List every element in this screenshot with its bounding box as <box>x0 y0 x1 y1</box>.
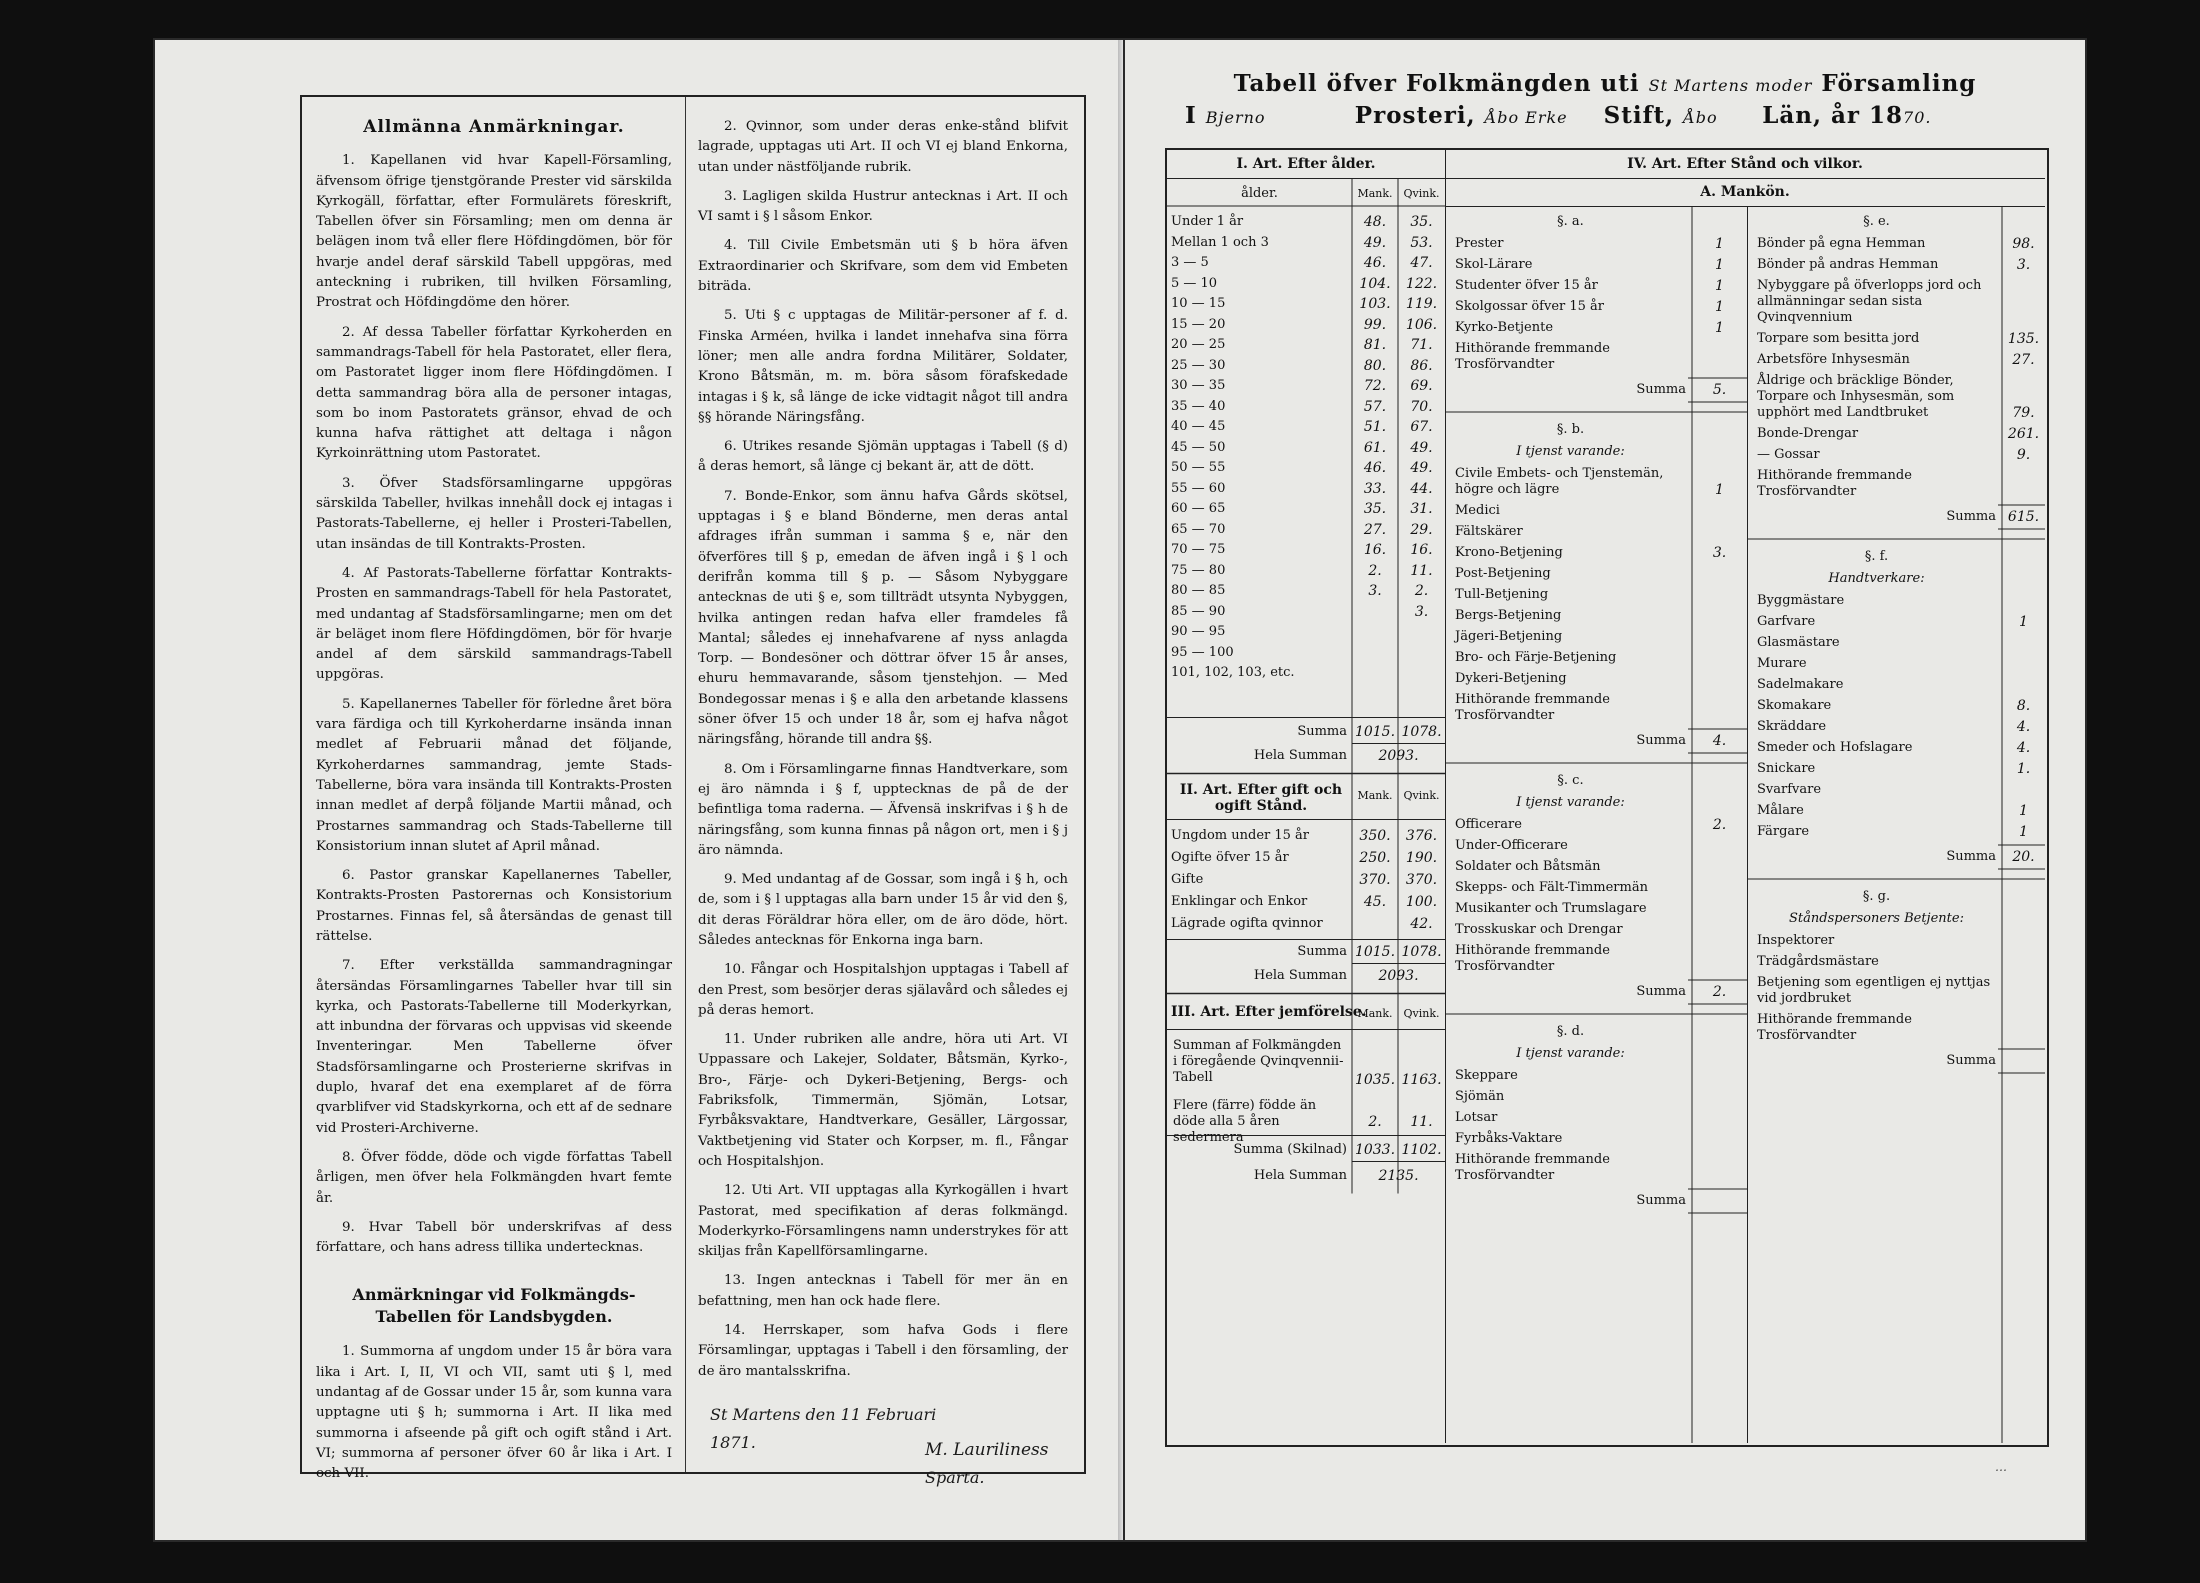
art1-age-label: 75 — 80 <box>1171 562 1226 578</box>
art1-age-label: 10 — 15 <box>1171 296 1226 311</box>
section-e-row-value: 9. <box>2016 447 2031 463</box>
rural-remark-cont-9: 10. Fångar och Hospitalshjon upptagas i Tabell af den Prest, som besörjer deras själavård och således ej på deras hemort. <box>698 962 1068 1018</box>
general-remark-1: 1. Kapellanen vid hvar Kapell-Församling, äfvensom öfrige tjenstgörande Prester vid särskilda Kyrkogäll, författar, efter Formulärets föreskrift, Tabellen öfver sin Församling; men om denna är belägen inom två eller flere Höfdingdömen, bör för hvarje andel deraf särskild Tabell uppgöras, med anteckning i rubriken, till hvilken Församling, Prostrat och Höfdingdöme den hörer. <box>316 153 672 311</box>
art1-heading: I. Art. Efter ålder. <box>1236 156 1376 172</box>
section-b-row-label: Fältskärer <box>1455 524 1523 539</box>
section-a-title: §. a. <box>1557 214 1584 229</box>
section-d-summa-label: Summa <box>1636 1193 1686 1208</box>
section-f-row-label: Glasmästare <box>1757 635 1840 650</box>
section-e-row-label: Arbetsföre Inhysesmän <box>1757 352 1910 367</box>
art1-qvink-value: 3. <box>1414 603 1429 620</box>
section-f-row-value: 8. <box>2016 698 2031 714</box>
art1-mank-value: 46. <box>1363 460 1387 476</box>
art3-row1-label: Summan af Folkmängden i föregående Qvinqvennii-Tabell <box>1173 1037 1344 1085</box>
section-f-row-label: Målare <box>1757 803 1804 818</box>
rural-remark-cont-2: 3. Lagligen skilda Hustrur antecknas i Art. II och VI samt i § l såsom Enkor. <box>698 188 1068 225</box>
section-d-row-label: Hithörande fremmande Trosförvandter <box>1455 1152 1610 1183</box>
section-f-row-value: 1 <box>2019 614 2028 630</box>
art1-age-label: 101, 102, 103, etc. <box>1171 665 1295 680</box>
art1-col-mank: Mank. <box>1357 187 1393 200</box>
signature-year: 1871. <box>710 1433 756 1452</box>
section-c-title: §. c. <box>1557 773 1584 788</box>
art1-mank-value: 2. <box>1368 562 1382 579</box>
rural-remark-cont-12: 13. Ingen antecknas i Tabell för mer än en befattning, men han ock hade flere. <box>698 1273 1068 1309</box>
rural-remarks-paragraphs-cont <box>698 117 1068 1382</box>
art1-age-label: 80 — 85 <box>1171 583 1226 598</box>
left-page <box>155 40 1125 1540</box>
section-a-row-label: Hithörande fremmande Trosförvandter <box>1455 341 1610 372</box>
section-f-row-value: 4. <box>2016 740 2031 756</box>
art3-summa-qvink: 1102. <box>1401 1141 1442 1158</box>
section-c-row-label: Skepps- och Fält-Timmermän <box>1455 880 1648 895</box>
rural-remark-1: 1. Summorna af ungdom under 15 år böra vara lika i Art. I, II, VI och VII, samt uti § l, med undantag af de Gossar under 15 år, som kunna vara upptagne uti § h; summorna i Art. II lika med summorna i afseende på gift och ogift stånd i Art. VI; summorna af personer öfver 60 år lika i Art. I och VII. <box>316 1344 672 1482</box>
section-b-row-label: Dykeri-Betjening <box>1455 671 1567 686</box>
art2-hela-label: Hela Summan <box>1253 967 1347 983</box>
rural-remark-cont-11: 12. Uti Art. VII upptagas alla Kyrkogällen i hvart Pastorat, med specifikation af deras folkmängd. Moderkyrko-Församlingens namn understrykes för att skiljas från Kapellförsamlingarne. <box>698 1183 1068 1260</box>
general-remark-5: 5. Kapellanernes Tabeller för förledne året böra vara färdiga och till Kyrkoherdarne insända innan medlet af Februarii månad det följande, Kyrkoherdarnes sammandrag, jemte Stads-Tabellerne, böra vara insända till Kontrakts-Prosten innan medlet af derpå följande Martii månad, och Prostarnes sammandrag och Stads-Tabellerne till Konsistorium innan slutet af April månad. <box>316 696 672 854</box>
section-a-row-label: Studenter öfver 15 år <box>1455 278 1598 293</box>
section-g-subtitle: Ståndspersoners Betjente: <box>1789 911 1964 926</box>
section-d-row-label: Fyrbåks-Vaktare <box>1455 1131 1563 1146</box>
art1-age-label: Under 1 år <box>1171 214 1244 229</box>
art1-summa-label: Summa <box>1297 723 1347 739</box>
rural-remark-cont-13: 14. Herrskaper, som hafva Gods i flere Församlingar, upptagas i Tabell i den församling, der de äro mantalsskrifna. <box>698 1323 1068 1379</box>
margin-mark: … <box>1995 1460 2007 1474</box>
rural-remark-cont-8: 9. Med undantag af de Gossar, som ingå i § h, och de, som i § l upptagas alla barn under 15 år vid den §, dit deras Föräldrar höra eller, om de äro döde, hört. Således antecknas för Enkorna inga barn. <box>698 872 1068 948</box>
section-c-row-value: 2. <box>1712 817 1727 833</box>
art2-summa-qvink: 1078. <box>1401 943 1442 960</box>
art4-subheading: A. Mankön. <box>1700 184 1790 200</box>
art4-heading: IV. Art. Efter Stånd och vilkor. <box>1627 156 1863 172</box>
signature-place: St Martens den 11 Februari <box>710 1405 937 1424</box>
section-e-row-label: Torpare som besitta jord <box>1757 331 1920 346</box>
art1-qvink-value: 70. <box>1410 398 1433 415</box>
section-f-row-label: Garfvare <box>1757 614 1816 629</box>
section-c-summa-label: Summa <box>1636 984 1686 999</box>
art1-age-label: 45 — 50 <box>1171 439 1226 455</box>
art1-age-label: 95 — 100 <box>1171 644 1234 660</box>
section-a-row-label: Prester <box>1455 236 1504 251</box>
art2-row-label: Enklingar och Enkor <box>1171 893 1308 909</box>
rural-remark-cont-4: 5. Uti § c upptagas de Militär-personer af f. d. Finska Arméen, hvilka i landet innehafva sina förra löner; men alle andra fordna Militärer, Soldater, Krono Båtsmän, m. m. böra såsom förafskedade intagas i § k, så länge de icke vidtagit något till andra §§ hörande Näringsfång. <box>698 308 1068 425</box>
section-f-row-label: Skomakare <box>1757 698 1832 713</box>
art2-heading: II. Art. Efter gift och ogift Stånd. <box>1179 781 1343 814</box>
section-f-row-label: Smeder och Hofslagare <box>1757 740 1913 755</box>
rural-remark-cont-1: 2. Qvinnor, som under deras enke-stånd blifvit lagrade, upptagas uti Art. II och VI ej bland Enkorna, utan under nästföljande rubrik. <box>698 119 1068 175</box>
section-c-row-label: Under-Officerare <box>1455 838 1568 853</box>
art3-col-qvink: Qvink. <box>1403 1006 1440 1020</box>
art1-col-qvink: Qvink. <box>1403 187 1440 200</box>
art2-mank-value: 370. <box>1359 871 1391 888</box>
art2-qvink-value: 376. <box>1405 827 1438 844</box>
art1-age-label: 30 — 35 <box>1171 378 1226 393</box>
art1-mank-value: 51. <box>1363 419 1387 435</box>
section-e-summa-value: 615. <box>2007 509 2040 525</box>
section-b-title: §. b. <box>1556 422 1585 437</box>
table-title-line-1: Tabell öfver Folkmängden uti St Martens moder Församling <box>1233 70 1977 97</box>
art1-qvink-value: 67. <box>1410 419 1433 435</box>
art3-row1-mank: 1035. <box>1354 1071 1396 1088</box>
section-d-row-label: Lotsar <box>1455 1110 1498 1125</box>
section-a-row-label: Skol-Lärare <box>1455 257 1533 272</box>
section-f-row-value: 1 <box>2019 803 2028 819</box>
art2-row-label: Gifte <box>1171 871 1204 887</box>
art3-row2-qvink: 11. <box>1410 1113 1433 1130</box>
art1-mank-value: 57. <box>1363 398 1387 415</box>
art1-age-label: 25 — 30 <box>1171 357 1226 373</box>
column-general-remarks <box>316 97 672 1482</box>
art1-mank-value: 27. <box>1363 521 1387 538</box>
right-page <box>1125 40 2085 1540</box>
general-remark-7: 7. Efter verkställda sammandragningar återsändas Församlingarnes Tabeller hvar till sin kyrka, och Pastorats-Tabellerne till Moderkyrkan, att inbundna der förvaras och uppvisas vid skeende Inventeringar. Men Tabellerne öfver Stadsförsamlingarne och Prosterierne skrifvas in duplo, hvaraf det ena exemplaret af de förra qvarblifver vid Stadskyrkorna, och ett af de sednare vid Prosteri-Archiverne. <box>316 958 672 1136</box>
art1-qvink-value: 106. <box>1405 316 1438 333</box>
section-c-row-label: Hithörande fremmande Trosförvandter <box>1455 943 1610 974</box>
section-f-row-value: 1 <box>2019 824 2028 840</box>
heading-rural-remarks: Anmärkningar vid Folkmängds-Tabellen för Landsbygden. <box>352 1285 636 1327</box>
art3-summa-mank: 1033. <box>1354 1141 1396 1158</box>
art1-mank-value: 16. <box>1363 542 1387 558</box>
section-b-row-label: Bergs-Betjening <box>1455 608 1562 623</box>
art2-qvink-value: 190. <box>1405 849 1438 866</box>
art1-mank-value: 46. <box>1363 255 1387 271</box>
rural-remark-cont-10: 11. Under rubriken alle andre, höra uti Art. VI Uppassare och Lakejer, Soldater, Båtsmän, Kyrko-, Bro-, Färje- och Dykeri-Betjening, Bergs- och Fabriksfolk, Timmermän, Sjömän, Lotsar, Fyrbåksvaktare, Handtverkare, Gesäller, Lärgossar, Vaktbetjening vid Stater och Korpser, m. fl., Fångar och Hospitalshjon. <box>698 1032 1068 1169</box>
art1-qvink-value: 11. <box>1410 562 1433 579</box>
section-c-row-label: Trosskuskar och Drengar <box>1455 922 1623 937</box>
art2-qvink-value: 100. <box>1405 893 1438 910</box>
section-a-row-label: Skolgossar öfver 15 år <box>1455 299 1605 314</box>
art1-mank-value: 81. <box>1363 337 1387 353</box>
general-remarks-paragraphs <box>316 151 672 1258</box>
art1-qvink-value: 2. <box>1414 583 1429 599</box>
art1-mank-value: 99. <box>1363 316 1387 333</box>
art1-qvink-value: 49. <box>1410 460 1433 476</box>
art1-qvink-value: 69. <box>1410 378 1433 394</box>
art1-qvink-value: 47. <box>1410 255 1433 271</box>
section-e-row-label: Nybyggare på öfverlopps jord och allmänningar sedan sista Qvinqvennium <box>1757 278 1982 325</box>
section-b-summa-label: Summa <box>1636 733 1686 748</box>
section-b-summa-value: 4. <box>1712 733 1727 749</box>
art1-qvink-value: 71. <box>1410 337 1433 353</box>
art1-qvink-value: 31. <box>1410 501 1433 517</box>
art1-age-label: 3 — 5 <box>1171 255 1209 270</box>
section-a-row-value: 1 <box>1715 257 1724 273</box>
art3-heading: III. Art. Efter jemförelse. <box>1171 1003 1367 1020</box>
art2-row-label: Ogifte öfver 15 år <box>1171 849 1289 865</box>
section-f-row-label: Färgare <box>1757 824 1810 839</box>
section-b-row-label: Post-Betjening <box>1455 566 1551 581</box>
section-f-row-value: 1. <box>2016 761 2031 777</box>
section-a-summa-value: 5. <box>1712 382 1727 398</box>
section-b-row-label: Civile Embets- och Tjenstemän, högre och lägre <box>1455 466 1664 497</box>
art1-age-label: Mellan 1 och 3 <box>1171 234 1269 250</box>
section-e-row-label: — Gossar <box>1757 447 1820 462</box>
art1-mank-value: 33. <box>1363 480 1387 497</box>
section-b-row-label: Jägeri-Betjening <box>1455 629 1563 644</box>
section-e-row-label: Bönder på egna Hemman <box>1757 236 1926 251</box>
section-f-row-label: Snickare <box>1757 761 1816 776</box>
art3-row1-qvink: 1163. <box>1401 1071 1442 1088</box>
art3-col-mank: Mank. <box>1357 1006 1393 1020</box>
art1-hela-value: 2093. <box>1378 747 1419 764</box>
census-table <box>1165 148 2049 1447</box>
section-b-row-label: Bro- och Färje-Betjening <box>1455 650 1617 665</box>
art1-age-label: 50 — 55 <box>1171 460 1226 475</box>
rural-remarks-paragraphs <box>316 1342 672 1484</box>
art1-mank-value: 80. <box>1363 357 1387 374</box>
art1-mank-value: 104. <box>1359 275 1391 292</box>
section-g-title: §. g. <box>1862 889 1891 904</box>
art1-summa-mank: 1015. <box>1354 723 1396 740</box>
heading-general-remarks: Allmänna Anmärkningar. <box>363 117 625 137</box>
section-g-row-label: Trädgårdsmästare <box>1757 954 1879 969</box>
section-e-row-label: Åldrige och bräcklige Bönder, Torpare och Inhysesmän, som upphört med Landtbruket <box>1757 373 1955 420</box>
section-d-row-label: Skeppare <box>1455 1068 1518 1083</box>
art2-row-label: Lägrade ogifta qvinnor <box>1171 915 1323 931</box>
rural-remark-cont-3: 4. Till Civile Embetsmän uti § b höra äfven Extraordinarier och Skrifvare, som dem vid Embeten biträda. <box>698 238 1068 295</box>
column-divider <box>685 97 686 1472</box>
art2-hela-value: 2093. <box>1378 967 1419 984</box>
art2-summa-label: Summa <box>1297 943 1347 959</box>
section-g-row-label: Inspektorer <box>1757 933 1835 948</box>
art2-col-qvink: Qvink. <box>1403 788 1440 802</box>
section-f-summa-value: 20. <box>2012 849 2035 865</box>
art3-hela-value: 2135. <box>1378 1167 1419 1184</box>
art3-summa-label: Summa (Skilnad) <box>1233 1141 1347 1157</box>
section-b-subtitle: I tjenst varande: <box>1516 444 1625 459</box>
art2-summa-mank: 1015. <box>1354 943 1396 960</box>
section-d-subtitle: I tjenst varande: <box>1516 1046 1625 1061</box>
section-b-row-value: 1 <box>1715 482 1724 498</box>
section-f-summa-label: Summa <box>1946 849 1996 864</box>
art1-qvink-value: 49. <box>1410 439 1433 456</box>
art1-hela-label: Hela Summan <box>1253 747 1347 763</box>
general-remark-6: 6. Pastor granskar Kapellanernes Tabeller, Kontrakts-Prosten Pastorernas och Konsistorium Prostarnes. Finnas fel, så återsändas de genast till rättelse. <box>316 868 672 944</box>
art1-mank-value: 103. <box>1359 296 1391 312</box>
art1-qvink-value: 16. <box>1410 542 1433 558</box>
section-c-subtitle: I tjenst varande: <box>1516 795 1625 810</box>
section-e-title: §. e. <box>1863 214 1890 229</box>
column-rural-remarks-cont <box>698 97 1068 1472</box>
art1-mank-value: 35. <box>1363 501 1387 517</box>
art1-mank-value: 48. <box>1363 214 1387 230</box>
art1-age-label: 60 — 65 <box>1171 501 1226 516</box>
section-e-row-value: 79. <box>2012 405 2035 421</box>
art1-age-label: 20 — 25 <box>1171 337 1226 352</box>
art2-col-mank: Mank. <box>1357 788 1393 802</box>
section-c-row-label: Musikanter och Trumslagare <box>1455 901 1647 916</box>
rural-remark-cont-6: 7. Bonde-Enkor, som ännu hafva Gårds skötsel, upptagas i § e bland Bönderne, men deras antal afdrages ifrån summan i samma § e, när den öfverföres till § p, emedan de äfven ingå i § l och derifrån komma till § p. — Såsom Nybyggare antecknas de uti § e, som tillträdt utsynta Nybyggen, hvilka antingen redan hafva eller framdeles få Mantal; således ej innehafvarene af nyss anlagda Torp. — Bondesöner och döttrar öfver 15 år anses, ehuru hemmavarande, såsom tjenstehjon. — Med Bondegossar menas i § e alla den arbetande klassens söner öfver 15 och under 18 år, som ej hafva något näringsfång, hörande till andra §§. <box>698 488 1068 748</box>
art1-qvink-value: 53. <box>1410 234 1433 251</box>
art1-qvink-value: 44. <box>1410 480 1433 497</box>
section-e-row-value: 135. <box>2007 331 2040 347</box>
section-e-summa-label: Summa <box>1946 509 1996 524</box>
section-b-row-label: Tull-Betjening <box>1455 587 1549 602</box>
art1-age-label: 35 — 40 <box>1171 398 1226 414</box>
rural-remark-cont-5: 6. Utrikes resande Sjömän upptagas i Tabell (§ d) å deras hemort, så länge cj bekant är, att de dött. <box>698 439 1068 475</box>
section-a-row-value: 1 <box>1715 320 1724 336</box>
art1-mank-value: 49. <box>1363 234 1387 251</box>
section-a-row-label: Kyrko-Betjente <box>1455 320 1554 335</box>
section-b-row-label: Medici <box>1455 503 1500 518</box>
section-c-summa-value: 2. <box>1712 984 1727 1000</box>
section-f-row-label: Byggmästare <box>1757 593 1845 608</box>
general-remark-3: 3. Öfver Stadsförsamlingarne uppgöras särskilda Tabeller, hvilkas innehåll dock ej intagas i Pastorats-Tabellerne, ej heller i Prosteri-Tabellen, utan insändas de till Kontrakts-Prosten. <box>316 475 672 552</box>
section-g-summa-label: Summa <box>1946 1053 1996 1068</box>
section-b-row-value: 3. <box>1712 545 1727 561</box>
art2-mank-value: 45. <box>1363 893 1387 910</box>
art1-qvink-value: 86. <box>1410 357 1433 374</box>
art2-mank-value: 350. <box>1359 827 1391 844</box>
section-f-row-label: Murare <box>1757 656 1807 671</box>
section-e-row-value: 3. <box>2016 257 2031 273</box>
section-a-row-value: 1 <box>1715 236 1724 252</box>
art3-row2-mank: 2. <box>1368 1113 1382 1130</box>
section-e-row-label: Bonde-Drengar <box>1757 426 1859 441</box>
section-c-row-label: Officerare <box>1455 817 1522 832</box>
art1-qvink-value: 119. <box>1405 296 1438 312</box>
table-title-line-2: I Bjerno Prosteri, Åbo Erke Stift, Åbo Län, år 1870. <box>1185 102 1932 129</box>
section-b-row-label: Krono-Betjening <box>1455 545 1563 560</box>
general-remark-4: 4. Af Pastorats-Tabellerne författar Kontrakts-Prosten en sammandrags-Tabell för hela Pastoratet, med undantag af Stadsförsamlingarne; men om det är beläget inom flere Höfdingdömen, bör för hvarje andel af dem särskild sammandrags-Tabell uppgöras. <box>316 565 672 683</box>
art1-age-label: 15 — 20 <box>1171 316 1226 332</box>
art1-age-label: 85 — 90 <box>1171 603 1226 619</box>
general-remark-8: 8. Öfver födde, döde och vigde författas Tabell årligen, men öfver hela Folkmängden hvart femte år. <box>316 1149 672 1206</box>
art1-qvink-value: 122. <box>1405 275 1438 292</box>
signature-title: Sparta. <box>925 1468 985 1487</box>
section-f-subtitle: Handtverkare: <box>1828 571 1925 586</box>
section-a-summa-label: Summa <box>1636 382 1686 397</box>
art1-qvink-value: 35. <box>1410 214 1433 230</box>
general-remark-9: 9. Hvar Tabell bör underskrifvas af dess författare, och hans adress tillika undertecknas. <box>316 1219 672 1256</box>
parish-handwritten: St Martens moder <box>1648 76 1813 95</box>
section-f-title: §. f. <box>1864 549 1889 564</box>
section-e-row-label: Hithörande fremmande Trosförvandter <box>1757 468 1912 499</box>
art2-mank-value: 250. <box>1359 849 1391 866</box>
section-e-row-value: 98. <box>2012 236 2035 252</box>
art1-age-label: 90 — 95 <box>1171 624 1226 639</box>
art1-mank-value: 72. <box>1363 378 1387 394</box>
general-remark-2: 2. Af dessa Tabeller författar Kyrkoherden en sammandrags-Tabell för hela Pastoratet, eller flera, om Pastoratet ligger inom flere Höfdingdömen. I detta sammandrag böra alla de personer intagas, som bo inom Pastoratets gränsor, ehvad de och kunna hafva rättighet att deltaga i någon Kyrkoinrättning utom Pastoratet. <box>316 324 672 462</box>
art2-qvink-value: 370. <box>1405 871 1438 888</box>
art2-qvink-value: 42. <box>1410 915 1433 932</box>
section-f-row-value: 4. <box>2016 719 2031 735</box>
art1-age-label: 70 — 75 <box>1171 542 1226 557</box>
art1-summa-qvink: 1078. <box>1401 723 1442 740</box>
section-g-row-label: Betjening som egentligen ej nyttjas vid jordbruket <box>1757 975 1991 1006</box>
art1-age-label: 5 — 10 <box>1171 275 1218 291</box>
art3-row2-label: Flere (färre) födde än döde alla 5 åren sedermera <box>1173 1097 1317 1145</box>
signature-name: M. Lauriliness <box>925 1440 1049 1460</box>
section-d-row-label: Sjömän <box>1455 1089 1505 1104</box>
art1-mank-value: 3. <box>1368 583 1382 599</box>
section-f-row-label: Svarfvare <box>1757 782 1822 797</box>
section-f-row-label: Skräddare <box>1757 719 1827 734</box>
art1-age-label: 40 — 45 <box>1171 419 1226 434</box>
art1-mank-value: 61. <box>1363 439 1387 456</box>
section-a-row-value: 1 <box>1715 299 1724 315</box>
section-f-row-label: Sadelmakare <box>1757 677 1844 692</box>
section-b-row-label: Hithörande fremmande Trosförvandter <box>1455 692 1610 723</box>
art1-col-alder: ålder. <box>1241 186 1278 201</box>
section-a-row-value: 1 <box>1715 278 1724 294</box>
art3-hela-label: Hela Summan <box>1253 1167 1347 1183</box>
art1-qvink-value: 29. <box>1410 521 1433 538</box>
rural-remark-cont-7: 8. Om i Församlingarne finnas Handtverkare, som ej äro nämnda i § f, upptecknas de på de der befintliga toma raderna. — Äfvensä inskrifvas i § h de näringsfång, som kunna finnas på någon ort, men i § j äro nämnda. <box>698 761 1068 858</box>
art1-age-label: 55 — 60 <box>1171 480 1226 496</box>
section-e-row-value: 27. <box>2012 352 2035 368</box>
section-c-row-label: Soldater och Båtsmän <box>1455 859 1601 874</box>
art2-row-label: Ungdom under 15 år <box>1171 827 1310 843</box>
section-e-row-label: Bönder på andras Hemman <box>1757 257 1939 272</box>
art1-age-label: 65 — 70 <box>1171 521 1226 537</box>
section-e-row-value: 261. <box>2007 426 2040 442</box>
section-d-title: §. d. <box>1556 1024 1585 1039</box>
section-g-row-label: Hithörande fremmande Trosförvandter <box>1757 1012 1912 1043</box>
